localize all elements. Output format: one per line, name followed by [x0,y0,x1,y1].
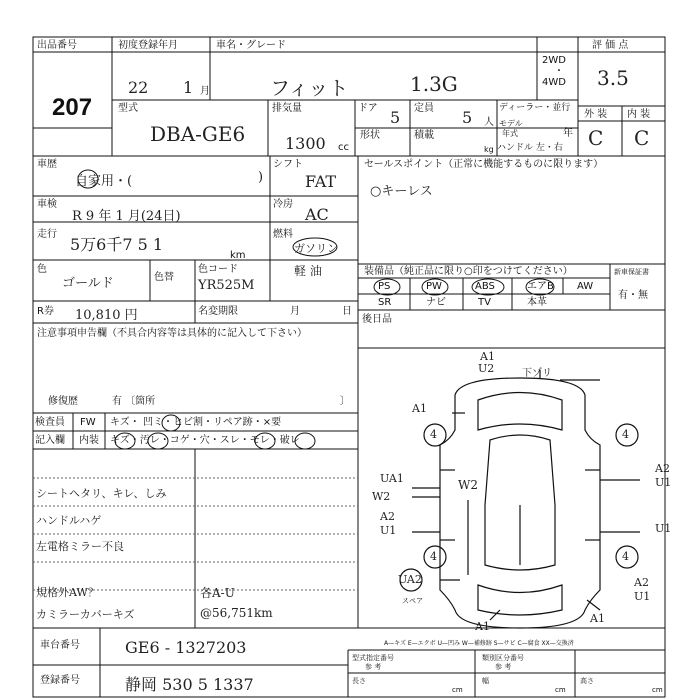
recycle-value: 10,810 円 [75,308,138,323]
note-line-3: 左電格ミラー不良 [36,540,124,553]
load-label: 積載 [414,130,434,141]
lot-number: 207 [52,94,93,121]
color-code: YR525M [198,278,255,293]
height-label: 高さ [580,677,594,685]
interior-items: キズ・汚レ・コゲ・穴・スレ・モレ・破レ [110,435,300,446]
equip-airbag: エアB [527,281,554,292]
note-right-line-1: 各A-U [200,586,235,600]
history-value: 自家用・( [75,174,133,189]
dealer-label: ディーラー・並行 [499,103,571,113]
note-line-2: ハンドルハゲ [36,514,102,527]
mark-fl-a1: A1 [412,402,427,415]
type-label: 型式 [118,103,138,114]
fuel-oil: 軽 油 [294,264,322,278]
exterior-grade: C [588,126,604,150]
mark-rear-ua2: UA2 [398,573,422,586]
drive-4wd: 4WD [542,77,566,88]
repair-value: 有 〔箇所 [112,396,156,407]
tire-front-right: 4 [622,428,629,441]
mark-rl-a2: A2 [380,510,395,523]
repair-label: 修復歴 [48,396,78,407]
class-ref: 参 考 [495,663,512,671]
score-label: 評 価 点 [592,40,629,51]
tire-rear-right: 4 [622,550,629,563]
mark-front-a1: A1 [480,350,495,363]
model-year-label-1: モデル [499,119,523,128]
expiry-month: 月 [290,306,300,317]
mileage-value: 5万6千7 5 1 [70,235,164,254]
recycle-label: R券 [37,306,54,317]
equip-pw: PW [426,281,442,292]
mark-fr-u1: U1 [655,476,672,489]
equip-leather: 本革 [527,297,547,308]
exterior-label: 外 装 [584,109,608,120]
kg-unit: kg [484,145,494,154]
handle-label: ハンドル 左・右 [497,143,563,153]
mark-rear-a1-left: A1 [475,620,490,633]
sales-point-label: セールスポイント（正常に機能するものに限ります） [364,159,604,170]
doors: 5 [390,108,401,127]
drive-2wd: 2WD [542,55,566,66]
first-registration-year: 22 [128,78,149,97]
equip-tv: TV [478,297,491,308]
repaint-label: 色替 [154,272,174,283]
color-code-label: 色コード [198,264,238,275]
displacement: 1300 [285,134,326,153]
sales-point-value: ○キーレス [370,184,433,199]
equip-sr: SR [378,297,392,308]
height-unit: cm [652,686,663,694]
capacity-label: 定員 [414,103,434,114]
note-line-1: シートヘタリ、キレ、しみ [36,487,167,500]
new-warranty-label: 新車保証書 [614,268,649,276]
retrofit-label: 後日品 [362,314,392,325]
cc-unit: cc [338,142,349,153]
type-cert-label: 型式指定番号 [352,654,394,662]
width-label: 幅 [482,677,489,685]
repair-close: 〕 [340,396,350,407]
shift-label: シフト [273,159,303,170]
shape-label: 形状 [360,130,380,141]
first-registration-label: 初度登録年月 [118,40,178,51]
mark-rl-u1: U1 [380,524,397,537]
tire-front-left: 4 [430,428,437,441]
inspection-value: R 9 年 1 月(24日) [72,209,181,224]
displacement-label: 排気量 [272,103,302,114]
mark-roof-w2: W2 [458,478,478,492]
mark-rear-a1-right: A1 [590,612,605,625]
mark-left-ua1: UA1 [380,472,404,485]
person-unit: 人 [484,117,494,128]
length-unit: cm [452,686,463,694]
ac-label: 冷房 [273,199,293,210]
mark-rr-u1: U1 [655,522,672,535]
model-year-label-2: 年式 [502,129,518,138]
mark-fr-a2: A2 [655,462,670,475]
door-label: ドア [358,103,378,114]
capacity: 5 [462,108,473,127]
color-label: 色 [37,264,47,275]
equip-navi: ナビ [426,297,446,308]
damage-legend: A—キズ E—エクボ U—凹み W—補修跡 S—サビ C—腐食 XX—交換済 [384,640,574,647]
note-line-5: 規格外AW？ [36,586,99,599]
mark-under: 下ゾリ [522,368,552,379]
interior-entry-label: 内装 [79,435,99,446]
model-label: 車名・グレード [216,40,286,51]
history-label: 車歴 [37,159,57,170]
mark-rear-a2: A2 [634,576,649,589]
width-unit: cm [555,686,566,694]
km-unit: km [230,250,246,261]
first-registration-month: 1 [183,78,194,97]
score-value: 3.5 [597,66,629,90]
type-cert-ref: 参 考 [365,663,382,671]
shift-value: FAT [305,172,337,191]
fuel-gas: ガソリン [294,242,338,255]
new-warranty-value: 有・無 [618,290,648,301]
fw-items: キズ・ 凹ミ・ヒビ割・リペア跡・×要 [110,417,282,428]
spare-label: スペア [402,597,423,605]
notes-label: 注意事項申告欄（不具合内容等は具体的に記入して下さい） [37,328,307,339]
equip-ps: PS [378,281,391,292]
chassis-label: 車台番号 [40,640,80,651]
fw-label: FW [80,417,96,428]
color-value: ゴールド [62,276,114,291]
equipment-label: 装備品（純正品に限り○印をつけてください） [364,266,573,277]
entry-label: 記入欄 [35,435,65,446]
model-name: フィット [270,76,349,100]
interior-grade: C [634,126,650,150]
mark-front-u2: U2 [478,362,495,375]
chassis-value: GE6 - 1327203 [125,638,247,657]
lot-label: 出品番号 [37,40,77,51]
tire-rear-left: 4 [430,550,437,563]
model-code: DBA-GE6 [150,122,246,146]
inspector-label: 検査員 [35,417,65,428]
registration-value: 静岡 530 5 1337 [125,675,254,694]
car-diagram [400,370,640,628]
month-unit: 月 [200,86,210,97]
ac-value: AC [305,205,329,224]
expiry-label: 名変期限 [198,306,238,317]
interior-label: 内 装 [627,109,651,120]
length-label: 長さ [352,677,366,685]
note-line-6: カミラーカバーキズ [36,608,135,621]
fuel-label: 燃料 [273,229,293,240]
history-close: ) [258,170,264,185]
registration-label: 登録番号 [40,675,80,686]
mark-left-w2: W2 [372,490,391,503]
note-right-line-2: @56,751km [200,606,273,620]
inspection-label: 車検 [37,199,57,210]
mileage-label: 走行 [37,229,57,240]
equip-abs: ABS [475,281,495,292]
grade: 1.3G [410,72,458,96]
drive-dot: ・ [554,66,564,77]
mark-rear-u1: U1 [634,590,651,603]
expiry-day: 日 [342,306,352,317]
equip-aw: AW [577,281,594,292]
class-label: 類別区分番号 [482,654,524,662]
year-unit: 年 [563,128,573,139]
